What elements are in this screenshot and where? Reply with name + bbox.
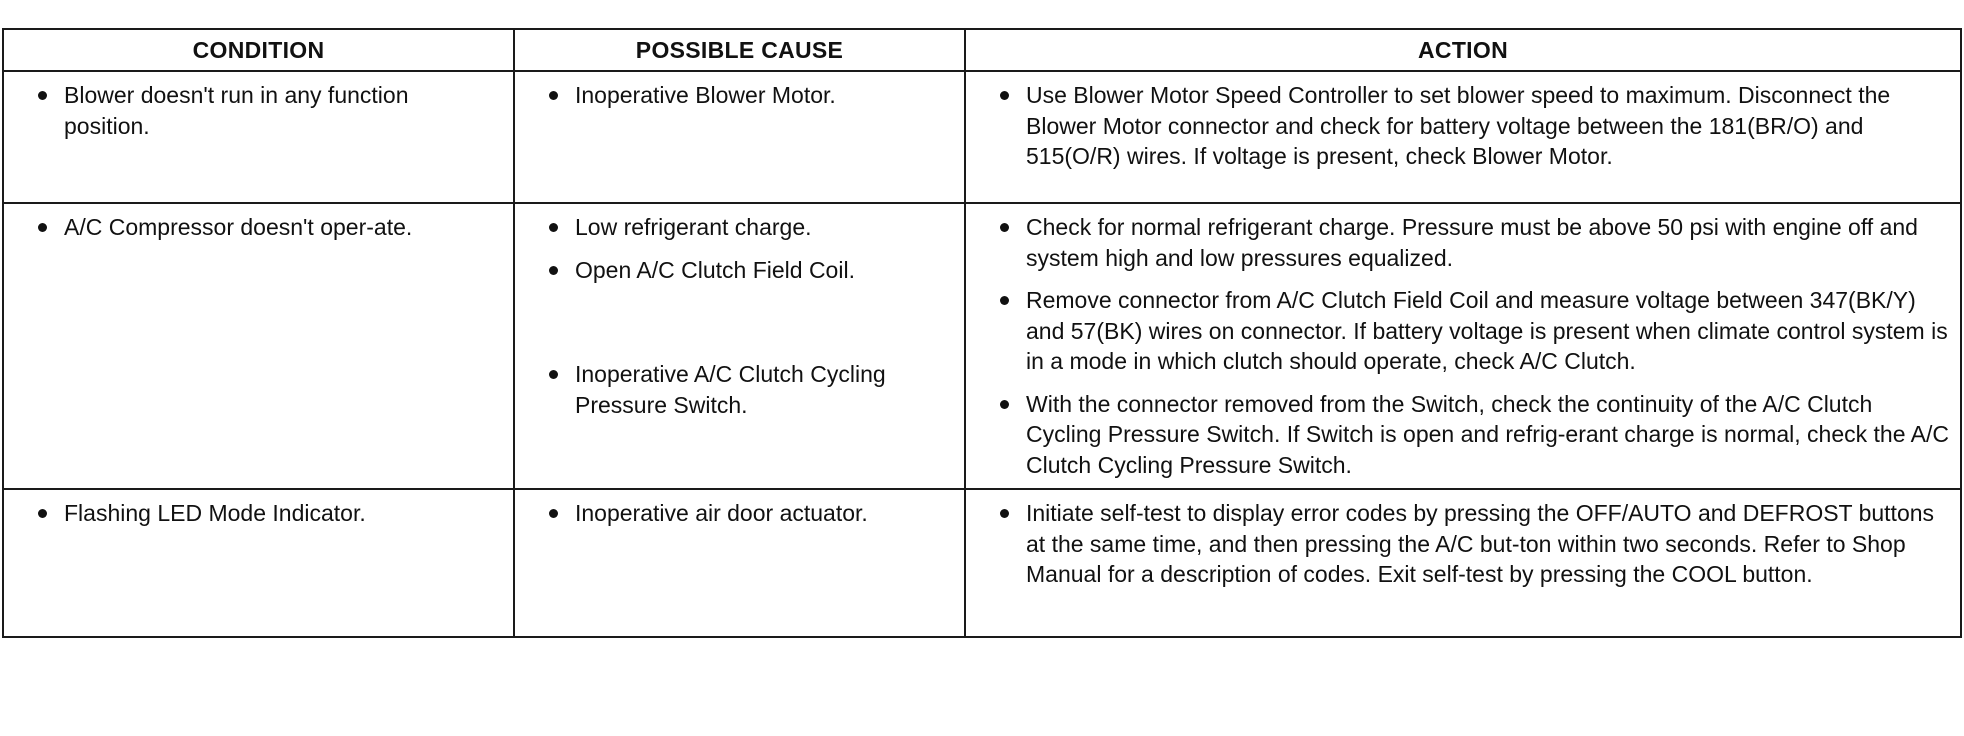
action-cell [965, 203, 1961, 489]
header-possible-cause: POSSIBLE CAUSE [514, 29, 965, 71]
action-item: Initiate self-test to display error codes by pressing the OFF/AUTO and DEFROST buttons at the same time, and then pressing the A/C but-ton within two seconds. Refer to Shop Manual for a description of codes. Exit self-test by pressing the COOL button. [992, 498, 1952, 590]
header-row [3, 29, 1961, 71]
cause-item: Inoperative Blower Motor. [541, 80, 956, 111]
cause-item: Inoperative air door actuator. [541, 498, 956, 529]
condition-cell [3, 71, 514, 203]
action-item: Check for normal refrigerant charge. Pressure must be above 50 psi with engine off and system high and low pressures equalized. [992, 212, 1952, 273]
diagnosis-table [2, 28, 1962, 638]
condition-item: Flashing LED Mode Indicator. [30, 498, 505, 529]
table-row [3, 489, 1961, 637]
cause-item: Low refrigerant charge. [541, 212, 956, 243]
cause-cell [514, 489, 965, 637]
header-action: ACTION [965, 29, 1961, 71]
action-item: Remove connector from A/C Clutch Field Coil and measure voltage between 347(BK/Y) and 57(BK) wires on connector. If battery voltage is present when climate control system is in a mode in which clutch should operate, check A/C Clutch. [992, 285, 1952, 377]
action-cell [965, 489, 1961, 637]
action-item: Use Blower Motor Speed Controller to set blower speed to maximum. Disconnect the Blower Motor connector and check for battery voltage between the 181(BR/O) and 515(O/R) wires. If voltage is present, check Blower Motor. [992, 80, 1952, 172]
action-item: With the connector removed from the Switch, check the continuity of the A/C Clutch Cycling Pressure Switch. If Switch is open and refrig-erant charge is normal, check the A/C Clutch Cycling Pressure Switch. [992, 389, 1952, 481]
header-condition: CONDITION [3, 29, 514, 71]
condition-item: A/C Compressor doesn't oper-ate. [30, 212, 505, 243]
cause-item: Open A/C Clutch Field Coil. [541, 255, 956, 286]
condition-cell [3, 203, 514, 489]
table-row [3, 203, 1961, 489]
cause-cell [514, 203, 965, 489]
action-cell [965, 71, 1961, 203]
cause-cell [514, 71, 965, 203]
table-row [3, 71, 1961, 203]
condition-item: Blower doesn't run in any function position. [30, 80, 505, 141]
cause-item: Inoperative A/C Clutch Cycling Pressure Switch. [541, 359, 956, 420]
condition-cell [3, 489, 514, 637]
